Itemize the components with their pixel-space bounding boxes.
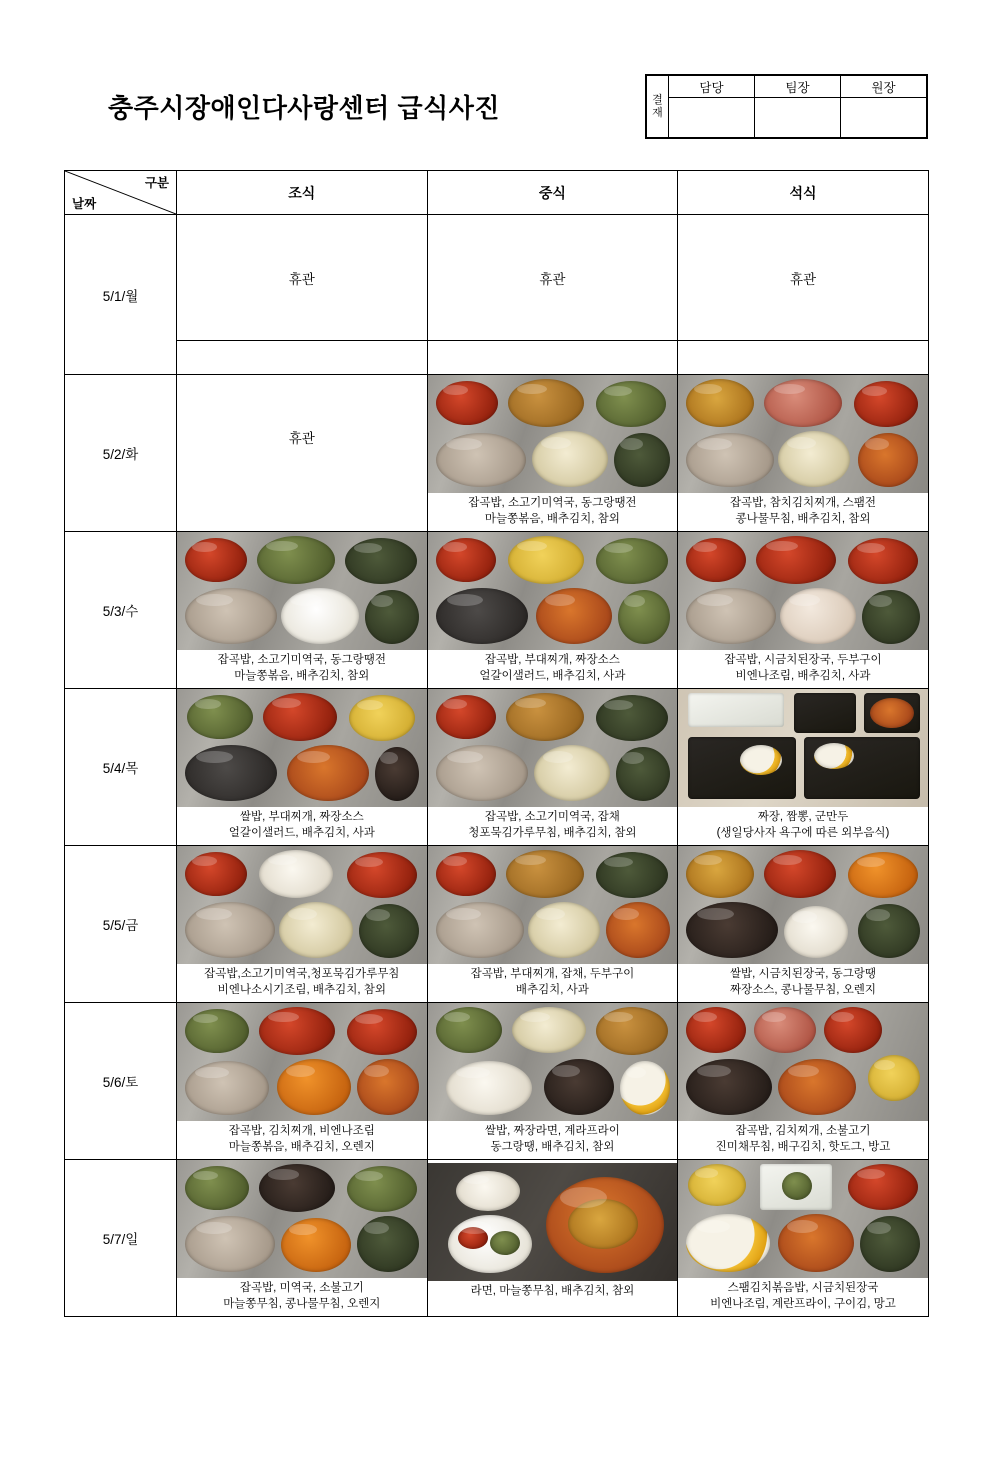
row-date-0: 5/1/월 [65,215,177,375]
meal-caption-1-0 [177,496,427,528]
document-header [0,78,992,170]
meal-cell-2-0 [177,532,428,689]
meal-cell-2-2 [678,532,929,689]
approval-vertical-label [647,76,669,138]
approval-col-1: 팀장 [755,76,841,98]
meal-caption-2-1: 잡곡밥, 부대찌개, 짜장소스 얼갈이샐러드, 배추김치, 사과 [479,654,626,682]
meal-caption-0-1 [427,341,678,375]
approval-sign-0[interactable] [669,98,755,138]
meal-photo-4-2[interactable] [678,846,928,964]
table-row [65,846,929,1003]
row-date-1: 5/2/화 [65,375,177,532]
meal-caption-3-1: 잡곡밥, 소고기미역국, 잡채 청포묵김가루무침, 배추김치, 참외 [468,811,637,839]
document-page [0,78,992,1481]
meal-photo-5-0[interactable] [177,1003,427,1121]
meal-cell-6-1 [427,1160,678,1317]
approval-sign-2[interactable] [841,98,927,138]
meal-cell-6-0 [177,1160,428,1317]
meal-cell-3-0 [177,689,428,846]
meal-photo-1-2[interactable] [678,375,928,493]
table-corner-cell [65,171,177,215]
meal-cell-5-1 [427,1003,678,1160]
meal-cell-6-2 [678,1160,929,1317]
meal-cell-5-2 [678,1003,929,1160]
meal-caption-6-2: 스팸김치볶음밥, 시금치된장국 비엔나조림, 계란프라이, 구이김, 망고 [710,1282,896,1310]
meal-cell-2-1 [427,532,678,689]
meal-photo-3-0[interactable] [177,689,427,807]
page-title: 충주시장애인다사랑센터 급식사진 [108,93,500,123]
meal-cell-3-2 [678,689,929,846]
row-date-2: 5/3/수 [65,532,177,689]
meal-photo-table [64,170,929,1317]
table-row [65,341,929,375]
column-header-lunch: 중식 [427,171,678,215]
meal-caption-3-2: 짜장, 짬뽕, 군만두 (생일당사자 욕구에 따른 외부음식) [716,811,890,839]
meal-photo-6-2[interactable] [678,1160,928,1278]
corner-date-label: 날짜 [72,197,97,211]
approval-col-0: 담당 [669,76,755,98]
meal-caption-6-0: 잡곡밥, 미역국, 소불고기 마늘쫑무침, 콩나물무침, 오렌지 [223,1282,381,1310]
meal-photo-5-1[interactable] [428,1003,678,1121]
meal-cell-4-2 [678,846,929,1003]
meal-cell-4-1 [427,846,678,1003]
meal-photo-6-1[interactable] [428,1163,678,1281]
meal-closed-0-1: 휴관 [427,215,678,341]
meal-cell-1-1 [427,375,678,532]
meal-cell-4-0 [177,846,428,1003]
meal-closed-0-2: 휴관 [678,215,929,341]
table-row [65,532,929,689]
meal-photo-3-1[interactable] [428,689,678,807]
meal-photo-5-2[interactable] [678,1003,928,1121]
meal-photo-3-2[interactable] [678,689,928,807]
meal-photo-placeholder-1-0 [177,378,427,496]
meal-caption-2-2: 잡곡밥, 시금치된장국, 두부구이 비엔나조림, 배추김치, 사과 [724,654,882,682]
meal-caption-6-1: 라면, 마늘쫑무침, 배추김치, 참외 [470,1285,635,1298]
row-date-3: 5/4/목 [65,689,177,846]
meal-photo-2-2[interactable] [678,532,928,650]
meal-caption-5-0: 잡곡밥, 김치찌개, 비엔나조림 마늘쫑볶음, 배추김치, 오렌지 [228,1125,375,1153]
meal-caption-4-0: 잡곡밥,소고기미역국,청포묵김가루무침 비엔나소시기조림, 배추김치, 참외 [204,968,400,996]
table-row [65,375,929,532]
meal-cell-1-2 [678,375,929,532]
approval-vertical-text: 결재 [652,93,663,119]
meal-photo-2-0[interactable] [177,532,427,650]
meal-caption-4-1: 잡곡밥, 부대찌개, 잡채, 두부구이 배추김치, 사과 [470,968,635,996]
column-header-breakfast: 조식 [177,171,428,215]
table-row [65,689,929,846]
meal-photo-1-1[interactable] [428,375,678,493]
meal-cell-5-0 [177,1003,428,1160]
approval-stamp-box [645,74,928,139]
meal-caption-0-2 [678,341,929,375]
meal-caption-5-1: 쌀밥, 짜장라면, 계라프라이 동그랑땡, 배추김치, 참외 [484,1125,620,1153]
column-header-dinner: 석식 [678,171,929,215]
meal-caption-1-1: 잡곡밥, 소고기미역국, 동그랑땡전 마늘쫑볶음, 배추김치, 참외 [468,497,637,525]
meal-caption-5-2: 잡곡밥, 김치찌개, 소불고기 진미채무침, 배구김치, 핫도그, 방고 [715,1125,891,1153]
meal-photo-6-0[interactable] [177,1160,427,1278]
approval-col-2: 원장 [841,76,927,98]
meal-caption-3-0: 쌀밥, 부대찌개, 짜장소스 얼갈이샐러드, 배추김치, 사과 [228,811,375,839]
meal-caption-0-0 [177,341,428,375]
meal-caption-2-0: 잡곡밥, 소고기미역국, 동그랑땡전 마늘쫑볶음, 배추김치, 참외 [217,654,386,682]
meal-caption-1-2: 잡곡밥, 참치김치찌개, 스팸전 콩나물무침, 배추김치, 참외 [729,497,877,525]
meal-caption-4-2: 쌀밥, 시금치된장국, 동그랑땡 짜장소스, 콩나물무침, 오렌지 [729,968,877,996]
meal-cell-1-0 [177,375,428,532]
approval-sign-1[interactable] [755,98,841,138]
row-date-6: 5/7/일 [65,1160,177,1317]
table-row [65,1160,929,1317]
meal-photo-2-1[interactable] [428,532,678,650]
meal-cell-3-1 [427,689,678,846]
row-date-4: 5/5/금 [65,846,177,1003]
table-row [65,1003,929,1160]
corner-category-label: 구분 [144,176,169,190]
meal-photo-4-1[interactable] [428,846,678,964]
table-row [65,215,929,341]
meal-closed-0-0: 휴관 [177,215,428,341]
meal-closed-1-0: 휴관 [288,431,315,447]
row-date-5: 5/6/토 [65,1003,177,1160]
meal-photo-4-0[interactable] [177,846,427,964]
